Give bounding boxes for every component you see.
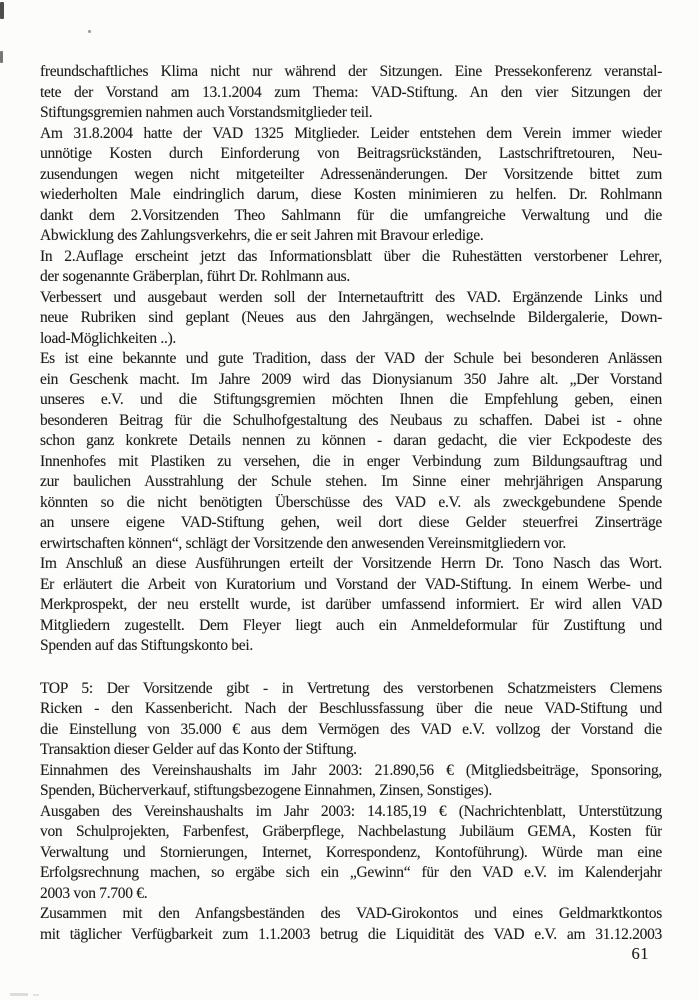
text-line: unseres e.V. und die Stiftungsgremien möchten Ihnen die Empfehlung geben, einen xyxy=(40,391,662,408)
text-line: von Schulprojekten, Farbenfest, Gräberpflege, Nachbelastung Jubiläum GEMA, Kosten für xyxy=(40,823,662,840)
paragraph xyxy=(40,349,662,554)
scan-artifact xyxy=(10,993,28,996)
text-line: Verwaltung und Stornierungen, Internet, Korrespondenz, Kontoführung). Würde man eine xyxy=(40,843,662,861)
paragraph xyxy=(40,124,662,247)
text-line: besonderen Beitrag für die Schulhofgestaltung des Neubaus zu schaffen. Dabei ist - ohne xyxy=(40,411,662,429)
text-line: zur baulichen Ausstrahlung der Schule stehen. Im Sinne einer mehrjährigen Ansparung xyxy=(40,473,662,490)
text-line: neue Rubriken sind geplant (Neues aus den Jahrgängen, wechselnde Bildergalerie, Down- xyxy=(40,309,662,326)
text-line: unnötige Kosten durch Einforderung von Beitragsrückständen, Lastschriftretouren, Neu- xyxy=(40,145,662,162)
text-line: könnten so die nicht benötigten Überschüsse des VAD e.V. als zweckgebundene Spende xyxy=(40,493,662,511)
text-line: wiederholten Male eindringlich darum, diese Kosten minimieren zu helfen. Dr. Rohlmann xyxy=(40,186,662,203)
text-line: erwirtschaften können“, schlägt der Vorsitzende den anwesenden Vereinsmitgliedern vor. xyxy=(40,534,567,552)
text-line: schon ganz konkrete Details nennen zu können - daran gedacht, die vier Eckpodeste des xyxy=(40,432,662,449)
text-line: Ricken - den Kassenbericht. Nach der Beschlussfassung über die neue VAD-Stiftung und xyxy=(40,700,662,717)
text-line: Mitgliedern zugestellt. Dem Fleyer liegt auch ein Anmeldeformular für Zustiftung und xyxy=(40,616,662,634)
text-line: die Einstellung von 35.000 € aus dem Vermögen des VAD e.V. vollzog der Vorstand die xyxy=(40,720,662,738)
paragraph xyxy=(40,554,662,657)
paragraph xyxy=(40,802,662,905)
text-line: dankt dem 2.Vorsitzenden Theo Sahlmann für die umfangreiche Verwaltung und die xyxy=(40,206,662,224)
text-line: Transaktion dieser Gelder auf das Konto der Stiftung. xyxy=(40,741,357,758)
text-line: Erfolgsrechnung machen, so ergäbe sich ein „Gewinn“ für den VAD e.V. im Kalenderjahr xyxy=(40,864,662,881)
text-line: an unsere eigene VAD-Stiftung gehen, weil dort diese Gelder steuerfrei Zinserträge xyxy=(40,514,662,531)
text-line: ein Geschenk macht. Im Jahre 2009 wird das Dionysianum 350 Jahre alt. „Der Vorstand xyxy=(40,370,662,388)
text-line: Ausgaben des Vereinshaushalts im Jahr 2003: 14.185,19 € (Nachrichtenblatt, Unterstützung xyxy=(40,802,662,820)
text-line: Einnahmen des Vereinshaushalts im Jahr 2003: 21.890,56 € (Mitgliedsbeiträge, Sponsoring, xyxy=(40,761,662,779)
paragraph xyxy=(40,288,662,350)
text-line: Im Anschluß an diese Ausführungen erteilt der Vorsitzende Herrn Dr. Tono Nasch das Wort. xyxy=(40,555,662,572)
scan-artifact xyxy=(0,2,4,19)
paragraph xyxy=(40,247,662,288)
paragraph xyxy=(40,679,662,761)
text-line: freundschaftliches Klima nicht nur während der Sitzungen. Eine Pressekonferenz veranstal- xyxy=(40,63,662,80)
page-number: 61 xyxy=(631,944,649,963)
text-line: Spenden auf das Stiftungskonto bei. xyxy=(40,637,253,654)
text-line: TOP 5: Der Vorsitzende gibt - in Vertretung des verstorbenen Schatzmeisters Clemens xyxy=(40,679,662,697)
text-line: Am 31.8.2004 hatte der VAD 1325 Mitglieder. Leider entstehen dem Verein immer wieder xyxy=(40,124,662,142)
scan-artifact xyxy=(88,30,91,33)
text-line: Spenden, Bücherverkauf, stiftungsbezogene Einnahmen, Zinsen, Sonstiges). xyxy=(40,782,492,799)
text-line: 2003 von 7.700 €. xyxy=(40,884,148,902)
scan-artifact xyxy=(33,994,39,996)
text-line: Stiftungsgremien nahmen auch Vorstandsmitglieder teil. xyxy=(40,104,373,121)
text-line: tete der Vorstand am 13.1.2004 zum Thema: VAD-Stiftung. An den vier Sitzungen der xyxy=(40,83,662,101)
text-line: Zusammen mit den Anfangsbeständen des VAD-Girokontos und eines Geldmarktkontos xyxy=(40,905,662,922)
text-line: Verbessert und ausgebaut werden soll der Internetauftritt des VAD. Ergänzende Links und xyxy=(40,288,662,306)
paragraph xyxy=(40,761,662,802)
paragraph xyxy=(40,62,662,124)
text-line: load-Möglichkeiten ..). xyxy=(40,329,177,347)
text-line: In 2.Auflage erscheint jetzt das Informationsblatt über die Ruhestätten verstorbener Lehrer, xyxy=(40,247,662,265)
text-line: der sogenannte Gräberplan, führt Dr. Rohlmann aus. xyxy=(40,268,350,285)
text-block xyxy=(40,62,662,945)
scan-artifact xyxy=(0,51,3,63)
text-line: Innenhofes mit Plastiken zu versehen, die in enger Verbindung zum Bildungsauftrag und xyxy=(40,452,662,470)
text-line: Es ist eine bekannte und gute Tradition, dass der VAD der Schule bei besonderen Anlässen xyxy=(40,350,662,367)
text-line: Abwicklung des Zahlungsverkehrs, die er seit Jahren mit Bravour erledige. xyxy=(40,227,484,244)
text-line: Er erläutert die Arbeit von Kuratorium und Vorstand der VAD-Stiftung. In einem Werbe- und xyxy=(40,575,662,593)
text-line: mit täglicher Verfügbarkeit zum 1.1.2003 betrug die Liquidität des VAD e.V. am 31.12.2003 xyxy=(40,925,662,943)
text-line: Merkprospekt, der neu erstellt wurde, ist darüber umfassend informiert. Er wird allen VAD xyxy=(40,596,662,613)
text-line: zusendungen wegen nicht mitgeteilter Adressenänderungen. Der Vorsitzende bittet zum xyxy=(40,165,662,183)
paragraph xyxy=(40,904,662,945)
